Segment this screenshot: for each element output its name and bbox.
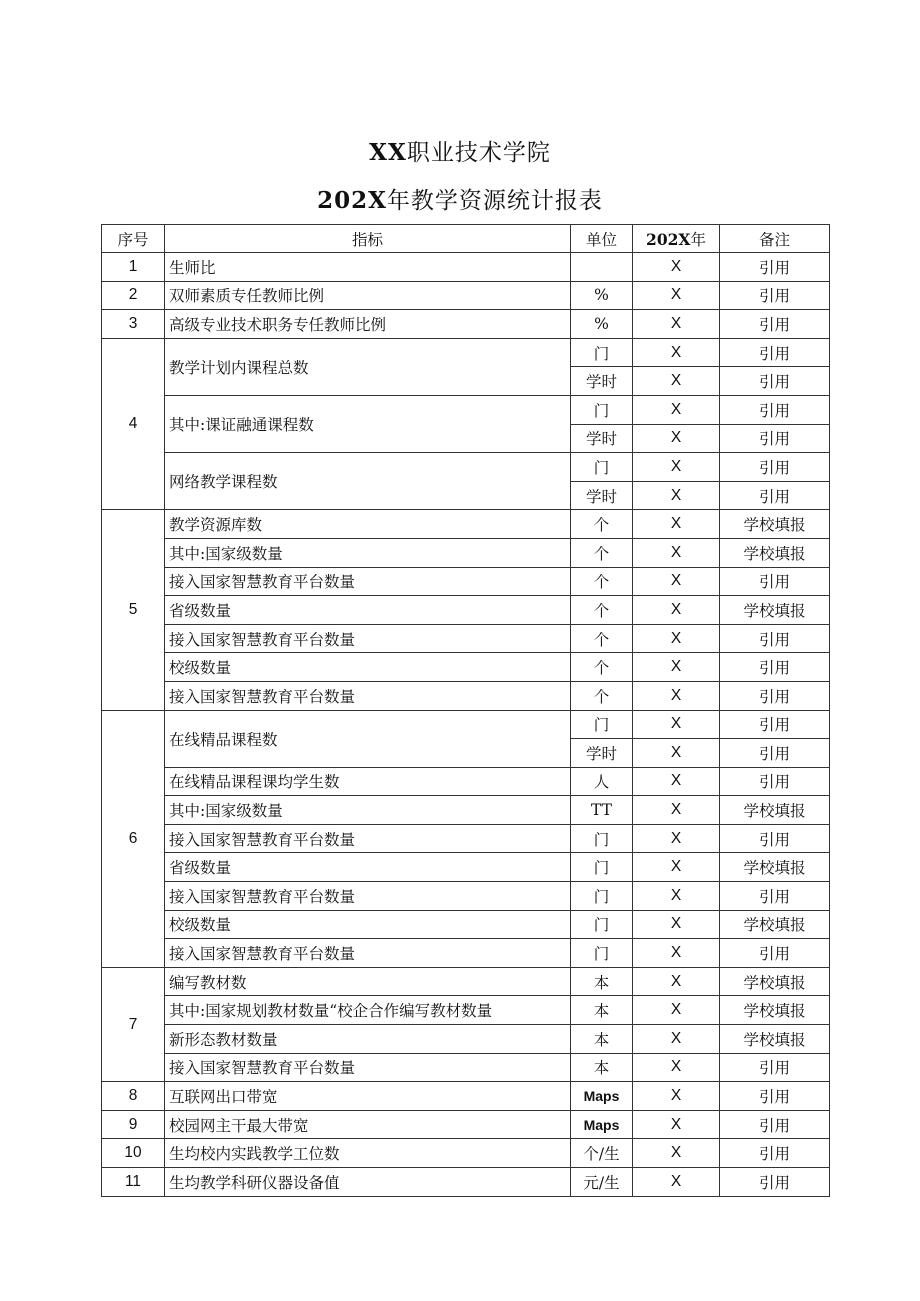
- row-unit: 门: [571, 882, 633, 911]
- row-indicator: 教学资源库数: [165, 510, 571, 539]
- row-unit: 个: [571, 510, 633, 539]
- row-note: 引用: [720, 824, 830, 853]
- row-unit: 个: [571, 653, 633, 682]
- table-row: [102, 310, 830, 339]
- header-seq: 序号: [102, 225, 165, 253]
- table-row: [102, 1168, 830, 1197]
- row-unit: Maps: [571, 1082, 633, 1111]
- row-unit: 门: [571, 939, 633, 968]
- row-value: X: [633, 939, 720, 968]
- row-indicator: 省级数量: [165, 853, 571, 882]
- row-value: X: [633, 796, 720, 825]
- row-unit: 门: [571, 853, 633, 882]
- row-indicator: 生均校内实践教学工位数: [165, 1139, 571, 1168]
- row-note: 引用: [720, 367, 830, 396]
- row-value: X: [633, 681, 720, 710]
- table-row: [102, 996, 830, 1025]
- row-note: 学校填报: [720, 967, 830, 996]
- row-value: X: [633, 253, 720, 282]
- row-note: 学校填报: [720, 596, 830, 625]
- row-unit: Maps: [571, 1110, 633, 1139]
- row-seq: 9: [102, 1110, 165, 1139]
- row-unit: %: [571, 281, 633, 310]
- row-note: 引用: [720, 624, 830, 653]
- row-indicator: 接入国家智慧教育平台数量: [165, 624, 571, 653]
- row-value: X: [633, 1053, 720, 1082]
- row-value: X: [633, 967, 720, 996]
- row-indicator: 新形态教材数量: [165, 1025, 571, 1054]
- row-indicator: 其中:课证融通课程数: [165, 395, 571, 452]
- row-note: 引用: [720, 710, 830, 739]
- row-note: 引用: [720, 681, 830, 710]
- row-note: 学校填报: [720, 1025, 830, 1054]
- table-row: [102, 1110, 830, 1139]
- table-row: [102, 596, 830, 625]
- row-note: 引用: [720, 739, 830, 768]
- row-unit: 本: [571, 967, 633, 996]
- row-unit: 门: [571, 710, 633, 739]
- table-header-row: [102, 225, 830, 253]
- table-row: [102, 1053, 830, 1082]
- table-row: [102, 910, 830, 939]
- table-row: [102, 253, 830, 282]
- row-indicator: 在线精品课程课均学生数: [165, 767, 571, 796]
- row-note: 引用: [720, 481, 830, 510]
- row-note: 学校填报: [720, 996, 830, 1025]
- row-value: X: [633, 481, 720, 510]
- row-value: X: [633, 1025, 720, 1054]
- row-note: 引用: [720, 1110, 830, 1139]
- table-row: [102, 1025, 830, 1054]
- row-seq: 11: [102, 1168, 165, 1197]
- statistics-table: [101, 224, 830, 1197]
- table-row: [102, 510, 830, 539]
- row-unit: 个: [571, 596, 633, 625]
- row-value: X: [633, 310, 720, 339]
- row-value: X: [633, 338, 720, 367]
- row-seq: 2: [102, 281, 165, 310]
- row-indicator: 生均教学科研仪器设备值: [165, 1168, 571, 1197]
- table-row: [102, 853, 830, 882]
- table-row: [102, 939, 830, 968]
- row-note: 学校填报: [720, 910, 830, 939]
- row-value: X: [633, 739, 720, 768]
- table-row: [102, 710, 830, 739]
- row-unit: %: [571, 310, 633, 339]
- table-row: [102, 395, 830, 424]
- row-unit: 本: [571, 1053, 633, 1082]
- row-seq: 7: [102, 967, 165, 1081]
- row-indicator: 在线精品课程数: [165, 710, 571, 767]
- table-row: [102, 567, 830, 596]
- row-unit: 学时: [571, 424, 633, 453]
- row-indicator: 校级数量: [165, 910, 571, 939]
- row-note: 学校填报: [720, 538, 830, 567]
- row-unit: 个: [571, 624, 633, 653]
- row-indicator: 网络教学课程数: [165, 453, 571, 510]
- row-note: 学校填报: [720, 853, 830, 882]
- row-note: 引用: [720, 882, 830, 911]
- table-row: [102, 338, 830, 367]
- report-title-report: 202X年教学资源统计报表: [317, 187, 603, 214]
- row-indicator: 双师素质专任教师比例: [165, 281, 571, 310]
- row-value: X: [633, 424, 720, 453]
- row-indicator: 高级专业技术职务专任教师比例: [165, 310, 571, 339]
- row-note: 引用: [720, 1053, 830, 1082]
- report-title-institution: XX职业技术学院: [369, 139, 551, 166]
- row-note: 引用: [720, 653, 830, 682]
- row-value: X: [633, 624, 720, 653]
- row-note: 引用: [720, 939, 830, 968]
- row-seq: 3: [102, 310, 165, 339]
- row-indicator: 互联网出口带宽: [165, 1082, 571, 1111]
- row-value: X: [633, 281, 720, 310]
- table-row: [102, 1139, 830, 1168]
- row-value: X: [633, 1168, 720, 1197]
- row-value: X: [633, 567, 720, 596]
- row-unit: [571, 253, 633, 282]
- table-row: [102, 653, 830, 682]
- row-value: X: [633, 996, 720, 1025]
- row-indicator: 校级数量: [165, 653, 571, 682]
- row-unit: 门: [571, 910, 633, 939]
- row-indicator: 接入国家智慧教育平台数量: [165, 882, 571, 911]
- row-value: X: [633, 453, 720, 482]
- header-note: 备注: [720, 225, 830, 253]
- row-value: X: [633, 538, 720, 567]
- row-unit: 门: [571, 453, 633, 482]
- row-note: 引用: [720, 567, 830, 596]
- row-unit: 门: [571, 824, 633, 853]
- row-indicator: 教学计划内课程总数: [165, 338, 571, 395]
- header-indicator: 指标: [165, 225, 571, 253]
- row-indicator: 校园网主干最大带宽: [165, 1110, 571, 1139]
- table-body: [102, 253, 830, 1197]
- row-seq: 4: [102, 338, 165, 510]
- row-note: 引用: [720, 1082, 830, 1111]
- row-note: 引用: [720, 338, 830, 367]
- row-value: X: [633, 910, 720, 939]
- table-row: [102, 767, 830, 796]
- row-unit: 本: [571, 1025, 633, 1054]
- row-indicator: 编写教材数: [165, 967, 571, 996]
- row-note: 引用: [720, 1139, 830, 1168]
- row-indicator: 生师比: [165, 253, 571, 282]
- row-unit: 门: [571, 395, 633, 424]
- row-seq: 10: [102, 1139, 165, 1168]
- row-value: X: [633, 1139, 720, 1168]
- table-row: [102, 453, 830, 482]
- row-value: X: [633, 824, 720, 853]
- table-row: [102, 538, 830, 567]
- row-unit: 人: [571, 767, 633, 796]
- row-value: X: [633, 1110, 720, 1139]
- row-seq: 5: [102, 510, 165, 710]
- row-value: X: [633, 510, 720, 539]
- row-value: X: [633, 653, 720, 682]
- row-note: 学校填报: [720, 796, 830, 825]
- table-row: [102, 796, 830, 825]
- row-unit: TT: [571, 796, 633, 825]
- row-unit: 个: [571, 538, 633, 567]
- row-indicator: 接入国家智慧教育平台数量: [165, 824, 571, 853]
- row-seq: 1: [102, 253, 165, 282]
- row-note: 引用: [720, 281, 830, 310]
- row-seq: 6: [102, 710, 165, 967]
- row-value: X: [633, 767, 720, 796]
- header-unit: 单位: [571, 225, 633, 253]
- row-unit: 元/生: [571, 1168, 633, 1197]
- row-value: X: [633, 596, 720, 625]
- row-indicator: 省级数量: [165, 596, 571, 625]
- table-row: [102, 681, 830, 710]
- table-row: [102, 624, 830, 653]
- row-value: X: [633, 710, 720, 739]
- row-unit: 学时: [571, 481, 633, 510]
- row-indicator: 其中:国家级数量: [165, 538, 571, 567]
- row-note: 引用: [720, 310, 830, 339]
- row-unit: 个: [571, 567, 633, 596]
- table-row: [102, 882, 830, 911]
- row-value: X: [633, 853, 720, 882]
- row-unit: 学时: [571, 739, 633, 768]
- row-value: X: [633, 1082, 720, 1111]
- header-year: 202X年: [633, 225, 720, 253]
- row-note: 引用: [720, 1168, 830, 1197]
- row-value: X: [633, 882, 720, 911]
- table-row: [102, 967, 830, 996]
- row-unit: 个: [571, 681, 633, 710]
- table-row: [102, 1082, 830, 1111]
- row-note: 引用: [720, 453, 830, 482]
- row-seq: 8: [102, 1082, 165, 1111]
- row-unit: 本: [571, 996, 633, 1025]
- row-indicator: 接入国家智慧教育平台数量: [165, 1053, 571, 1082]
- row-note: 引用: [720, 767, 830, 796]
- row-indicator: 接入国家智慧教育平台数量: [165, 939, 571, 968]
- row-note: 引用: [720, 395, 830, 424]
- row-indicator: 其中:国家级数量: [165, 796, 571, 825]
- row-value: X: [633, 395, 720, 424]
- row-note: 学校填报: [720, 510, 830, 539]
- table-row: [102, 824, 830, 853]
- table-row: [102, 281, 830, 310]
- row-note: 引用: [720, 424, 830, 453]
- row-indicator: 接入国家智慧教育平台数量: [165, 681, 571, 710]
- row-value: X: [633, 367, 720, 396]
- row-unit: 个/生: [571, 1139, 633, 1168]
- row-unit: 学时: [571, 367, 633, 396]
- row-unit: 门: [571, 338, 633, 367]
- row-note: 引用: [720, 253, 830, 282]
- row-indicator: 其中:国家规划教材数量“校企合作编写教材数量: [165, 996, 571, 1025]
- row-indicator: 接入国家智慧教育平台数量: [165, 567, 571, 596]
